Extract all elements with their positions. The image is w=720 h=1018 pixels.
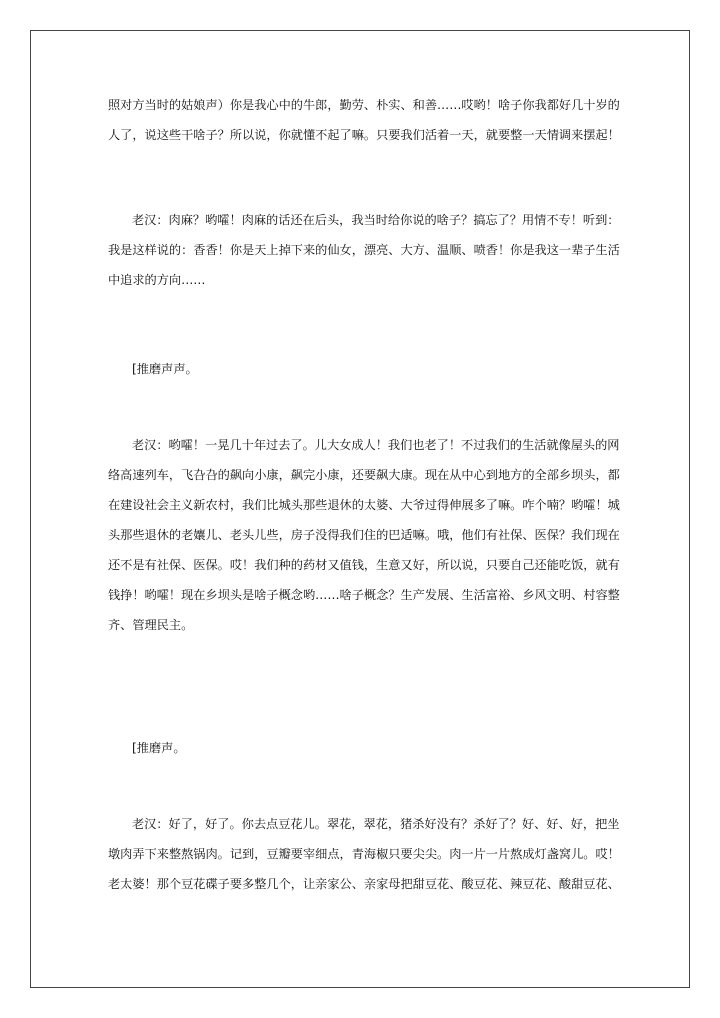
text-line: 钱挣！哟嚯！现在乡坝头是啥子概念哟……啥子概念？生产发展、生活富裕、乡风文明、村容整 bbox=[108, 588, 620, 602]
text-line: 照对方当时的姑娘声）你是我心中的牛郎，勤劳、朴实、和善……哎哟！啥子你我都好几十岁的 bbox=[108, 98, 620, 112]
paragraph-1 bbox=[108, 90, 628, 150]
stage-direction: [推磨声声。 bbox=[132, 362, 198, 376]
paragraph-5 bbox=[108, 733, 628, 763]
text-line: 中追求的方向…… bbox=[108, 273, 206, 287]
text-line: 老汉：肉麻？哟嚯！肉麻的话还在后头，我当时给你说的啥子？搞忘了？用情不专！听到： bbox=[132, 213, 620, 227]
text-line: 老汉：哟嚯！一晃几十年过去了。儿大女成人！我们也老了！不过我们的生活就像屋头的网 bbox=[132, 438, 620, 452]
text-line: 我是这样说的：香香！你是天上掉下来的仙女，漂亮、大方、温顺、喷香！你是我这一辈子生活 bbox=[108, 243, 620, 257]
paragraph-3 bbox=[108, 354, 628, 384]
paragraph-6 bbox=[108, 809, 628, 899]
text-line: 老汉：好了，好了。你去点豆花儿。翠花，翠花，猪杀好没有？杀好了？好、好、好，把坐 bbox=[132, 817, 620, 831]
text-line: 老太婆！那个豆花碟子要多整几个，让亲家公、亲家母把甜豆花、酸豆花、辣豆花、酸甜豆花、 bbox=[108, 877, 620, 891]
text-line: 还不是有社保、医保。哎！我们种的药材又值钱，生意又好，所以说，只要自己还能吃饭，就有 bbox=[108, 558, 620, 572]
stage-direction: [推磨声。 bbox=[132, 741, 186, 755]
text-line: 络高速列车，飞叴叴的飙向小康，飙完小康，还要飙大康。现在从中心到地方的全部乡坝头，都 bbox=[108, 468, 620, 482]
text-line: 墩肉弄下来整熬锅肉。记到，豆瓣要宰细点，青海椒只要尖尖。肉一片一片熬成灯盏窝儿。哎！ bbox=[108, 847, 620, 861]
paragraph-2 bbox=[108, 205, 628, 295]
text-line: 头那些退休的老孃儿、老头儿些，房子没得我们住的巴适嘛。哦，他们有社保、医保？我们现在 bbox=[108, 528, 620, 542]
text-line: 齐、管理民主。 bbox=[108, 618, 194, 632]
text-line: 在建设社会主义新农村，我们比城头那些退休的太婆、大爷过得伸展多了嘛。咋个喃？哟嚯！城 bbox=[108, 498, 620, 512]
paragraph-4 bbox=[108, 430, 628, 640]
text-line: 人了，说这些干啥子？所以说，你就懂不起了嘛。只要我们活着一天，就要整一天情调来摆起！ bbox=[108, 128, 620, 142]
